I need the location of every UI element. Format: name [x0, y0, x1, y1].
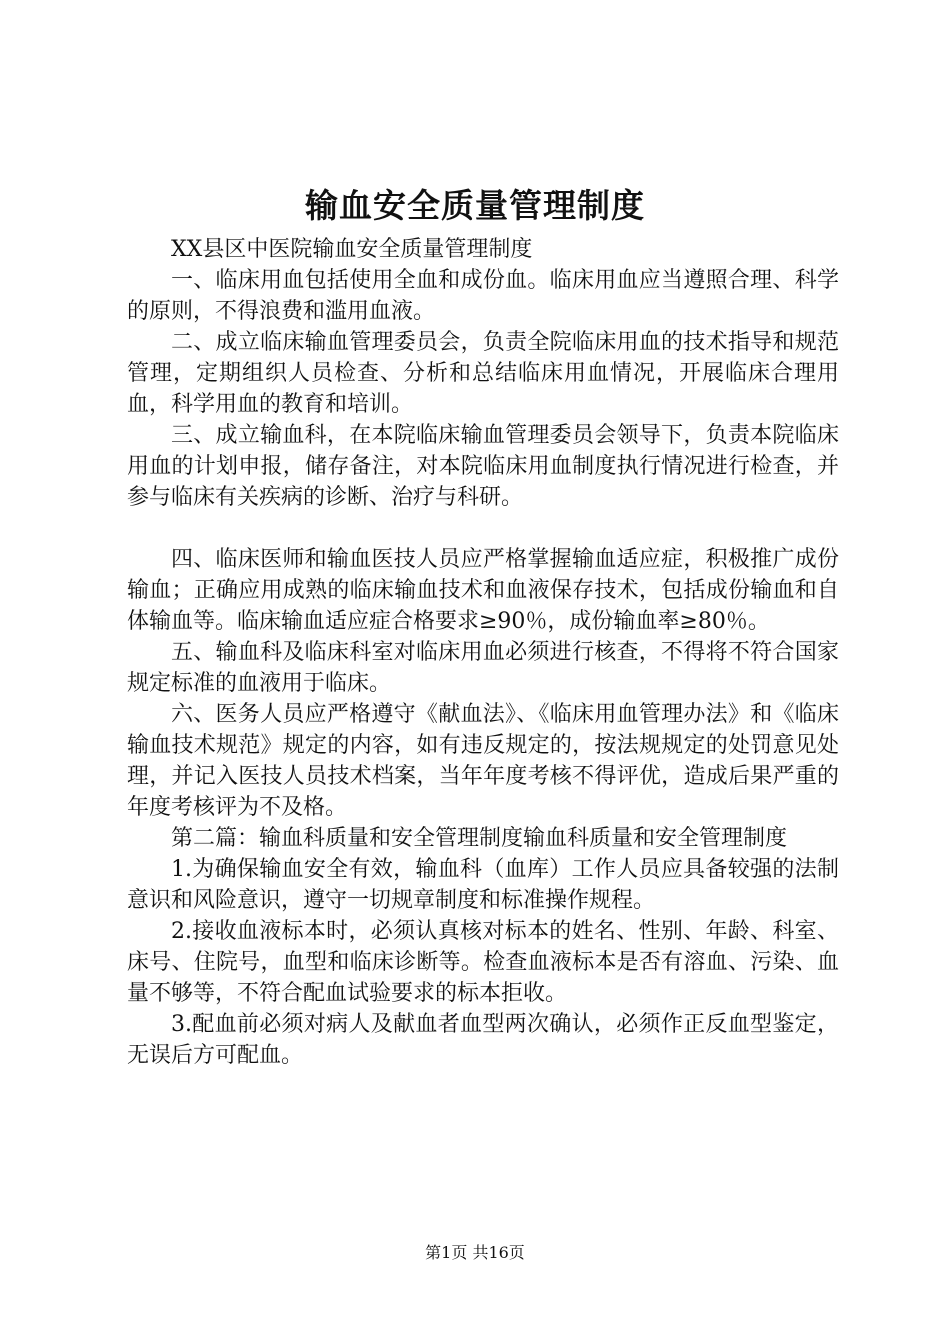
paragraph-item-3: 3.配血前必须对病人及献血者血型两次确认，必须作正反血型鉴定，无误后方可配血。 [127, 1012, 839, 1068]
paragraph-section-2: 第二篇：输血科质量和安全管理制度输血科质量和安全管理制度 [171, 826, 788, 851]
document-title: 输血安全质量管理制度 [305, 186, 645, 225]
paragraph-2: 二、成立临床输血管理委员会，负责全院临床用血的技术指导和规范管理，定期组织人员检查、分析和总结临床用血情况，开展临床合理用血，科学用血的教育和培训。 [127, 330, 839, 417]
page-number-footer: 第1页 共16页 [425, 1243, 525, 1262]
paragraph-item-2: 2.接收血液标本时，必须认真核对标本的姓名、性别、年龄、科室、床号、住院号，血型和临床诊断等。检查血液标本是否有溶血、污染、血量不够等，不符合配血试验要求的标本拒收。 [127, 919, 839, 1006]
paragraph-6: 六、医务人员应严格遵守《献血法》、《临床用血管理办法》和《临床输血技术规范》规定的内容，如有违反规定的，按法规规定的处罚意见处理，并记入医技人员技术档案，当年年度考核不得评优，造成后果严重的年度考核评为不及格。 [127, 702, 839, 820]
paragraph-3: 三、成立输血科，在本院临床输血管理委员会领导下，负责本院临床用血的计划申报，储存备注，对本院临床用血制度执行情况进行检查，并参与临床有关疾病的诊断、治疗与科研。 [127, 423, 839, 510]
paragraph-1: 一、临床用血包括使用全血和成份血。临床用血应当遵照合理、科学的原则，不得浪费和滥用血液。 [127, 268, 839, 324]
paragraph-item-1: 1.为确保输血安全有效，输血科（血库）工作人员应具备较强的法制意识和风险意识，遵守一切规章制度和标准操作规程。 [127, 857, 839, 913]
document-body [127, 234, 839, 1071]
paragraph-5: 五、输血科及临床科室对临床用血必须进行核查，不得将不符合国家规定标准的血液用于临床。 [127, 640, 839, 696]
paragraph-heading: XX县区中医院输血安全质量管理制度 [171, 237, 533, 262]
paragraph-4: 四、临床医师和输血医技人员应严格掌握输血适应症，积极推广成份输血；正确应用成熟的临床输血技术和血液保存技术，包括成份输血和自体输血等。临床输血适应症合格要求≥90％，成份输血率≥80％。 [127, 547, 839, 634]
